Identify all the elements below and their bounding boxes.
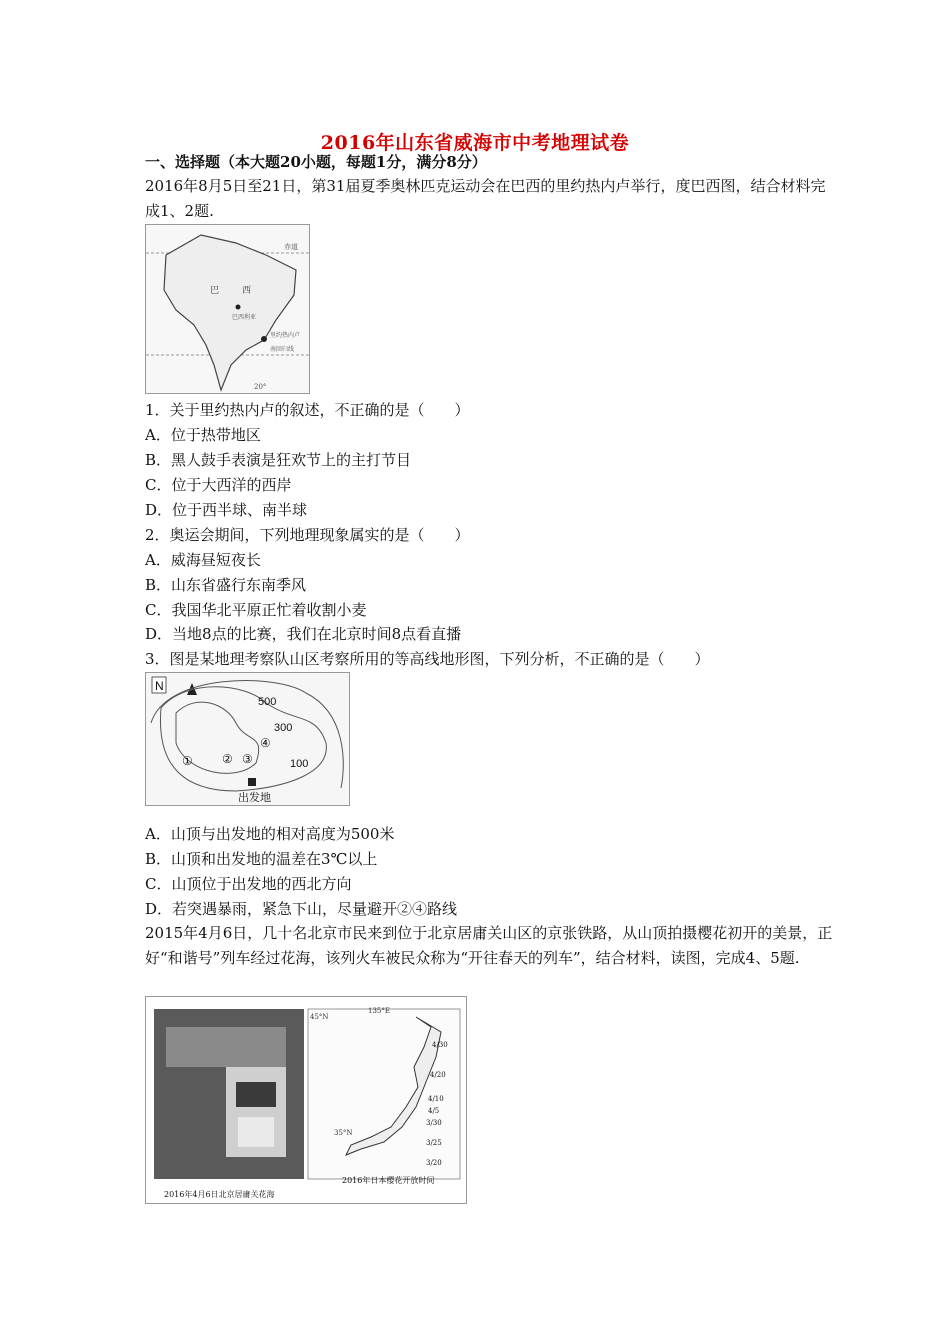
brazil-map xyxy=(145,224,310,394)
date-label-3: 4/5 xyxy=(428,1107,440,1115)
route-point-3: ③ xyxy=(242,752,253,766)
coord-35n: 35°N xyxy=(334,1129,353,1137)
q1-option-d: D．位于西半球、南半球 xyxy=(145,501,308,519)
contour-label-500: 500 xyxy=(258,696,277,708)
q3-stem: 3．图是某地理考察队山区考察所用的等高线地形图，下列分析，不正确的是（ ） xyxy=(145,650,710,668)
map-label-3: 巴西利亚 xyxy=(232,314,257,321)
map-caption: 2016年日本樱花开放时间 xyxy=(342,1176,435,1185)
contour-label-300: 300 xyxy=(274,722,293,734)
q3-option-d: D．若突遇暴雨，紧急下山，尽量避开②④路线 xyxy=(145,900,458,918)
q2-option-b: B．山东省盛行东南季风 xyxy=(145,576,307,594)
intro-paragraph-1: 2016年8月5日至21日，第31届夏季奥林匹克运动会在巴西的里约热内卢举行，度巴西图，结合材料完成1、2题. xyxy=(145,177,826,220)
route-point-1: ① xyxy=(182,754,193,768)
q2-stem: 2．奥运会期间，下列地理现象属实的是（ ） xyxy=(145,526,470,544)
q1-option-a: A．位于热带地区 xyxy=(145,426,261,444)
intro-paragraph-2: 2015年4月6日，几十名北京市民来到位于北京居庸关山区的京张铁路，从山顶拍摄樱花初开的美景，正好“和谐号”列车经过花海，该列火车被民众称为“开往春天的列车”，结合材料，读图，完成4、5题. xyxy=(145,924,833,967)
route-point-4: ④ xyxy=(260,736,271,750)
q1-option-b: B．黑人鼓手表演是狂欢节上的主打节目 xyxy=(145,451,412,469)
coord-45n: 45°N xyxy=(310,1013,329,1021)
coord-135e: 135°E xyxy=(368,1007,390,1015)
q2-option-a: A．威海昼短夜长 xyxy=(145,551,261,569)
q1-option-c: C．位于大西洋的西岸 xyxy=(145,476,292,494)
q3-option-b: B．山顶和出发地的温差在3℃以上 xyxy=(145,850,378,868)
map-label-1: 巴 xyxy=(210,286,220,296)
date-label-0: 4/30 xyxy=(432,1041,448,1049)
map-label-4: 里约热内卢 xyxy=(270,332,301,339)
date-label-6: 3/20 xyxy=(426,1159,442,1167)
contour-map xyxy=(145,672,350,806)
section-heading: 一、选择题（本大题20小题，每题1分，满分8分） xyxy=(145,153,487,171)
date-label-2: 4/10 xyxy=(428,1095,444,1103)
map-label-0: 赤道 xyxy=(284,243,298,251)
photo-caption: 2016年4月6日北京居庸关花海 xyxy=(164,1190,275,1199)
start-label: 出发地 xyxy=(238,791,271,804)
date-label-4: 3/30 xyxy=(426,1119,442,1127)
q3-option-a: A．山顶与出发地的相对高度为500米 xyxy=(145,825,395,843)
rio-marker xyxy=(261,336,267,342)
q2-option-d: D．当地8点的比赛，我们在北京时间8点看直播 xyxy=(145,625,462,643)
start-marker xyxy=(248,778,256,786)
q3-option-c: C．山顶位于出发地的西北方向 xyxy=(145,875,352,893)
map-label-2: 西 xyxy=(242,286,252,296)
contour-label-100: 100 xyxy=(290,758,309,770)
date-label-1: 4/20 xyxy=(430,1071,446,1079)
route-point-2: ② xyxy=(222,752,233,766)
q2-option-c: C．我国华北平原正忙着收割小麦 xyxy=(145,601,367,619)
q1-stem: 1．关于里约热内卢的叙述，不正确的是（ ） xyxy=(145,401,470,419)
map-label-5: 南回归线 xyxy=(270,346,295,353)
brasilia-marker xyxy=(236,305,241,310)
map-label-6: 20° xyxy=(254,383,267,391)
page-title: 2016年山东省威海市中考地理试卷 xyxy=(320,132,630,154)
date-label-5: 3/25 xyxy=(426,1139,442,1147)
north-label: N xyxy=(155,679,164,693)
cherry-blossom-figure xyxy=(145,996,467,1204)
